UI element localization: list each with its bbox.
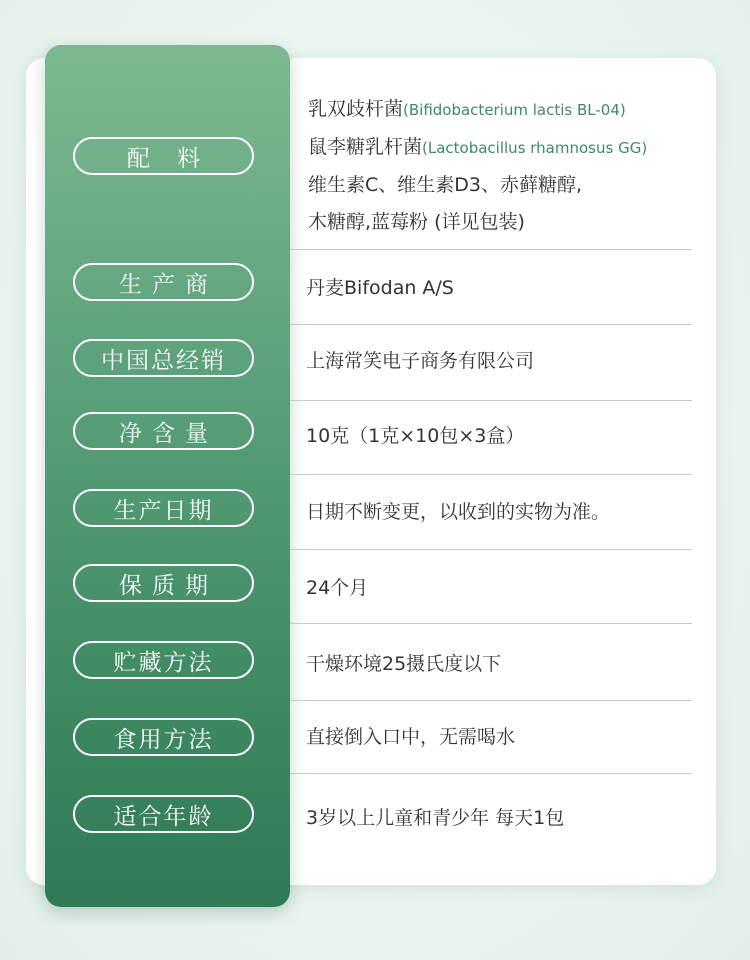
value-distributor: 上海常笑电子商务有限公司 [306, 350, 535, 372]
label-distributor: 中国总经销 [73, 339, 254, 377]
ingredient-2-name: 鼠李糖乳杆菌 [308, 136, 423, 158]
row-divider [290, 773, 692, 774]
label-usage: 食用方法 [73, 718, 254, 756]
row-divider [290, 474, 692, 475]
value-manufacturer: 丹麦Bifodan A/S [306, 277, 454, 299]
value-production-date: 日期不断变更，以收到的实物为准。 [306, 501, 611, 523]
label-shelf-life: 保质期 [73, 564, 254, 602]
label-storage: 贮藏方法 [73, 641, 254, 679]
row-divider [290, 700, 692, 701]
label-manufacturer: 生产商 [73, 263, 254, 301]
ingredient-line-4: 木糖醇,蓝莓粉 (详见包装) [308, 211, 525, 233]
label-ingredients: 配 料 [73, 137, 254, 175]
row-divider [290, 623, 692, 624]
value-net-content: 10克（1克×10包×3盒） [306, 425, 525, 447]
ingredient-1-name: 乳双歧杆菌 [308, 98, 404, 120]
ingredient-line-2 [308, 132, 647, 159]
value-shelf-life: 24个月 [306, 577, 369, 599]
ingredient-2-latin: (Lactobacillus rhamnosus GG) [422, 139, 648, 157]
label-age: 适合年龄 [73, 795, 254, 833]
value-age: 3岁以上儿童和青少年 每天1包 [306, 807, 565, 829]
value-usage: 直接倒入口中，无需喝水 [306, 726, 516, 748]
ingredient-1-latin: (Bifidobacterium lactis BL-04) [403, 101, 626, 119]
value-storage: 干燥环境25摄氏度以下 [306, 653, 502, 675]
ingredient-line-1 [308, 94, 626, 121]
label-net-content: 净含量 [73, 412, 254, 450]
ingredient-line-3: 维生素C、维生素D3、赤藓糖醇, [308, 174, 583, 196]
label-production-date: 生产日期 [73, 489, 254, 527]
row-divider [290, 249, 692, 250]
row-divider [290, 400, 692, 401]
row-divider [290, 549, 692, 550]
row-divider [290, 324, 692, 325]
